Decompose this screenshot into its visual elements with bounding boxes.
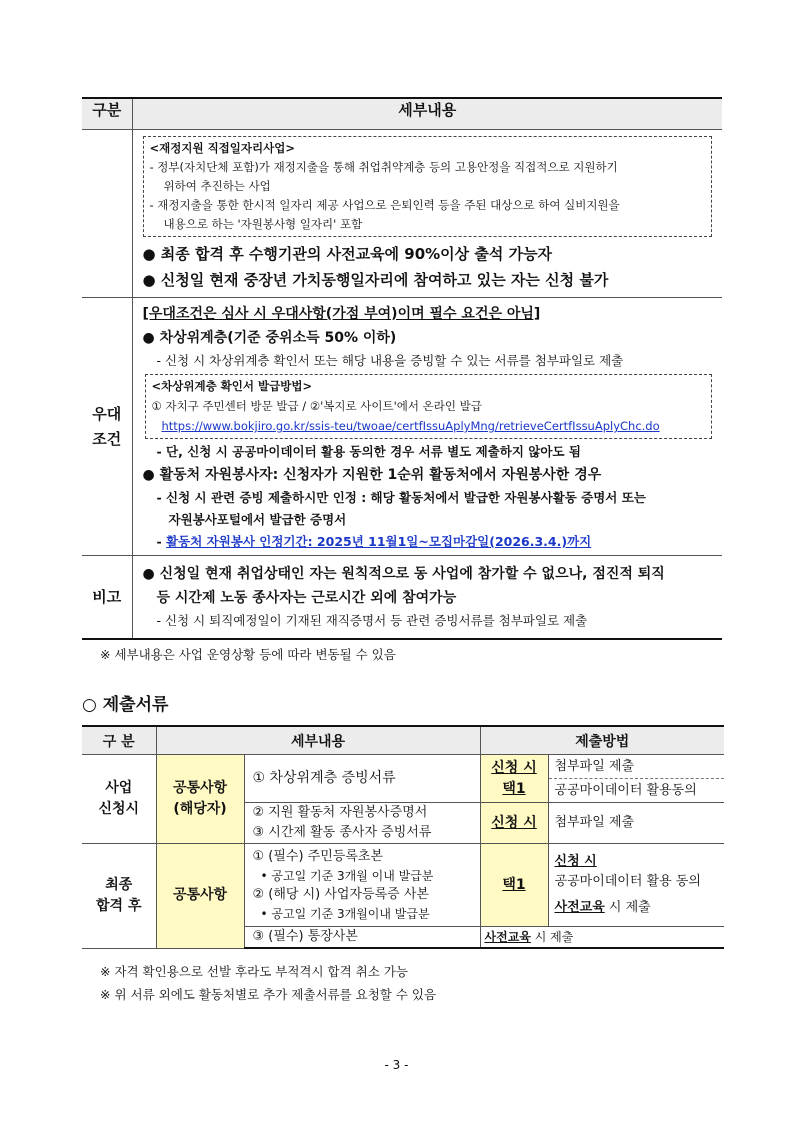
sub-item: - 단, 신청 시 공공마이데이터 활용 동의한 경우 서류 별도 제출하지 않아도 됨 bbox=[156, 444, 581, 459]
box-line: - 정부(자치단체 포함)가 재정지출을 통해 취업취약계층 등의 고용안정을 직접적으로 지원하기 bbox=[149, 160, 618, 174]
header-details: 세부내용 bbox=[156, 726, 480, 755]
method-label: 신청 시 bbox=[480, 803, 548, 844]
box-line: 내용으로 하는 '자원봉사형 일자리' 포함 bbox=[163, 217, 363, 231]
doc-note: • 공고일 기준 3개월 이내 발급분 bbox=[260, 869, 434, 883]
method-mydata: 공공마이데이터 활용동의 bbox=[548, 779, 724, 803]
section-title: ○ 제출서류 bbox=[82, 695, 169, 715]
bullet-item: ● 최종 합격 후 수행기관의 사전교육에 90%이상 출석 가능자 bbox=[142, 245, 553, 263]
details-cell bbox=[132, 556, 722, 640]
category-cell-empty bbox=[82, 130, 132, 298]
doc-note: • 공고일 기준 3개월이내 발급분 bbox=[260, 907, 430, 921]
table-row bbox=[82, 130, 722, 298]
box-line: - 재정지출을 통한 한시적 일자리 제공 사업으로 은퇴인력 등을 주된 대상으로 하여 실비지원을 bbox=[149, 198, 620, 212]
doc-item: ③ (필수) 통장사본 bbox=[244, 927, 480, 949]
sub-item: - 신청 시 관련 증빙 제출하시만 인정 : 해당 활동처에서 발급한 자원봉사활동 증명서 또는 bbox=[156, 490, 646, 505]
category-apply: 사업 신청시 bbox=[82, 755, 156, 844]
bokjiro-link[interactable]: https://www.bokjiro.go.kr/ssis-teu/twoae/certfIssuAplyMng/retrieveCertfIssuAplyChc.do bbox=[161, 419, 660, 433]
table-header-row bbox=[82, 98, 722, 130]
header-category: 구 분 bbox=[82, 726, 156, 755]
final-method-cell bbox=[548, 844, 724, 927]
method-edu bbox=[480, 927, 724, 949]
note-cancel bbox=[100, 961, 408, 983]
method-text: 시 제출 bbox=[604, 900, 651, 915]
final-docs-cell bbox=[244, 844, 480, 927]
sub-item: - 신청 시 차상위계층 확인서 또는 해당 내용을 증빙할 수 있는 서류를 첨부파일로 제출 bbox=[156, 353, 624, 368]
method-title: 신청 시 bbox=[554, 854, 597, 869]
sub-item: - 신청 시 퇴직예정일이 기재된 재직증명서 등 관련 증빙서류를 첨부파일로 제출 bbox=[156, 613, 588, 628]
sub-item bbox=[143, 531, 723, 553]
category-preferential: 우대 조건 bbox=[82, 298, 132, 556]
eligibility-table bbox=[82, 97, 722, 640]
method-edu bbox=[555, 898, 725, 918]
doc-item: ① 차상위계층 증빙서류 bbox=[244, 755, 480, 803]
doc-item: ① (필수) 주민등록초본 bbox=[252, 849, 384, 864]
header-method: 제출방법 bbox=[480, 726, 724, 755]
bullet-item: ● 신청일 현재 중장년 가치동행일자리에 참여하고 있는 자는 신청 불가 bbox=[142, 271, 609, 289]
bullet-item: ● 신청일 현재 취업상태인 자는 원칙적으로 동 사업에 참가할 수 없으나, 점진적 퇴직 bbox=[142, 566, 665, 582]
note-text: ※ 자격 확인용으로 선발 후라도 부적격시 합격 취소 가능 bbox=[100, 964, 408, 979]
certificate-issue-box bbox=[145, 374, 713, 439]
header-category: 구분 bbox=[82, 98, 132, 130]
table-row bbox=[82, 844, 724, 927]
box-title: <재정지원 직접일자리사업> bbox=[149, 141, 295, 155]
doc-item: ② 지원 활동처 자원봉사증명서 bbox=[244, 803, 480, 824]
note-variable: ※ 세부내용은 사업 운영상황 등에 따라 변동될 수 있음 bbox=[100, 647, 396, 662]
category-remarks: 비고 bbox=[82, 556, 132, 640]
sub-common: 공통사항 bbox=[156, 844, 244, 949]
table-header-row bbox=[82, 726, 724, 755]
direct-job-info-box bbox=[143, 136, 713, 237]
preferential-condition-note: [우대조건은 심사 시 우대사항(가점 부여)이며 필수 요건은 아님] bbox=[142, 306, 541, 322]
method-title: 사전교육 bbox=[554, 900, 605, 915]
doc-item: ③ 시간제 활동 종사자 증빙서류 bbox=[244, 823, 480, 844]
recognition-period: 활동처 자원봉사 인정기간: 2025년 11월1일~모집마감일(2026.3.4.)까지 bbox=[166, 534, 592, 549]
table-row bbox=[82, 298, 722, 556]
sub-common-applicant: 공통사항 (해당자) bbox=[156, 755, 244, 844]
method-attach: 첨부파일 제출 bbox=[548, 755, 724, 779]
sub-item: 자원봉사포털에서 발급한 증명서 bbox=[168, 512, 347, 527]
header-details: 세부내용 bbox=[132, 98, 722, 130]
method-label: 택1 bbox=[480, 844, 548, 927]
doc-item: ② (해당 시) 사업자등록증 사본 bbox=[252, 887, 429, 902]
method-label: 신청 시 택1 bbox=[480, 755, 548, 803]
page-number: - 3 - bbox=[384, 1058, 409, 1072]
method-mydata: 공공마이데이터 활용 동의 bbox=[554, 874, 701, 889]
bullet-item: ● 차상위계층(기준 중위소득 50% 이하) bbox=[142, 330, 397, 346]
method-text: 시 제출 bbox=[530, 930, 574, 944]
box-line: 위하여 추진하는 사업 bbox=[163, 179, 271, 193]
details-cell bbox=[132, 298, 722, 556]
note-additional: ※ 위 서류 외에도 활동처별로 추가 제출서류를 요청할 수 있음 bbox=[100, 987, 437, 1002]
box-title: <차상위계층 확인서 발급방법> bbox=[151, 379, 313, 393]
table-row bbox=[82, 755, 724, 779]
bullet-item: ● 활동처 자원봉사자: 신청자가 지원한 1순위 활동처에서 자원봉사한 경우 bbox=[142, 467, 602, 483]
documents-table bbox=[82, 725, 724, 949]
category-final: 최종 합격 후 bbox=[82, 844, 156, 949]
box-line: ① 자치구 주민센터 방문 발급 / ②'복지로 사이트'에서 온라인 발급 bbox=[151, 399, 482, 413]
table-row bbox=[82, 556, 722, 640]
bullet-item: 등 시간제 노동 종사자는 근로시간 외에 참여가능 bbox=[156, 590, 457, 606]
details-cell bbox=[132, 130, 722, 298]
method-attach: 첨부파일 제출 bbox=[548, 803, 724, 844]
method-title: 사전교육 bbox=[484, 930, 531, 944]
dash: - bbox=[156, 534, 167, 549]
